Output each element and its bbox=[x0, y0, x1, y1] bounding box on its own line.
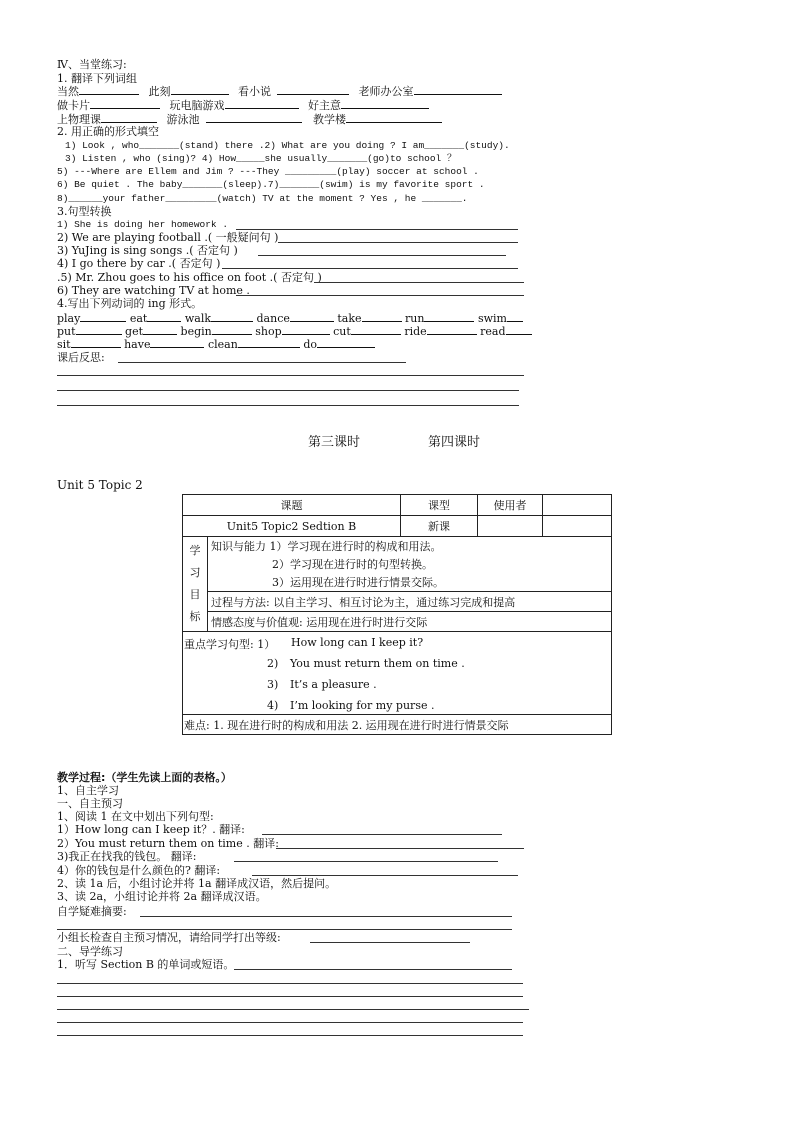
user-blank[interactable] bbox=[543, 495, 612, 516]
header-user: 使用者 bbox=[478, 495, 543, 516]
q1-title: 1. 翻译下列词组 bbox=[57, 72, 137, 85]
q3-line: 6) They are watching TV at home . bbox=[57, 284, 250, 297]
dictation-line[interactable] bbox=[234, 969, 512, 970]
q1-row1 bbox=[57, 84, 502, 98]
q4-row1: play eat walk dance take run swim bbox=[57, 311, 523, 325]
phrase-label: 游泳池 bbox=[166, 113, 200, 126]
answer-blank[interactable] bbox=[206, 112, 302, 123]
dictation-line[interactable] bbox=[57, 1009, 529, 1010]
dictation-line[interactable] bbox=[57, 1022, 523, 1023]
q3-line: 3) YuJing is sing songs .( 否定句 ) bbox=[57, 244, 238, 257]
answer-blank[interactable] bbox=[225, 98, 299, 109]
preview-p3: 3、读 2a，小组讨论并将 2a 翻译成汉语。 bbox=[57, 890, 267, 903]
q2-title: 2. 用正确的形式填空 bbox=[57, 125, 159, 138]
q4-row2: put get begin shop cut ride read bbox=[57, 324, 532, 338]
step-preview: 一、自主预习 bbox=[57, 797, 123, 810]
key-item: I’m looking for my purse . bbox=[290, 699, 435, 712]
phrase-label: 教学楼 bbox=[313, 113, 346, 126]
key-item: How long can I keep it? bbox=[291, 636, 424, 649]
q3-line: 2) We are playing football .( 一般疑问句 ) bbox=[57, 231, 279, 244]
preview-item: 1）How long can I keep it？. 翻译: bbox=[57, 823, 245, 836]
q4-row3: sit have clean do bbox=[57, 337, 375, 351]
answer-blank[interactable] bbox=[90, 98, 160, 109]
key-sentences: 重点学习句型: 1） How long can I keep it? 2) You must return them on time . 3) It’s a pleasure . 4) I’m looking for my purse . bbox=[183, 632, 612, 715]
grade-line[interactable] bbox=[310, 942, 470, 943]
q4-title: 4.写出下列动词的 ing 形式。 bbox=[57, 297, 203, 310]
key-label: 重点学习句型: bbox=[184, 638, 254, 651]
key-item: You must return them on time . bbox=[290, 657, 465, 670]
preview-p2: 2、读 1a 后，小组讨论并将 1a 翻译成汉语，然后提问。 bbox=[57, 877, 337, 890]
header-type: 课型 bbox=[401, 495, 478, 516]
answer-blank[interactable] bbox=[414, 84, 502, 95]
q1-row2 bbox=[57, 98, 429, 112]
process-title: 教学过程:（学生先读上面的表格。） bbox=[57, 771, 232, 784]
preview-item: 2）You must return them on time . 翻译: bbox=[57, 837, 279, 850]
dictation-line[interactable] bbox=[57, 1035, 523, 1036]
goal-emotion: 情感态度与价值观: 运用现在进行时进行交际 bbox=[208, 612, 612, 632]
difficulty: 难点: 1. 现在进行时的构成和用法 2. 运用现在进行时进行情景交际 bbox=[183, 715, 612, 735]
reflection-line[interactable] bbox=[57, 375, 524, 376]
step-guided: 二、导学练习 bbox=[57, 945, 123, 958]
q3-line: 4) I go there by car .( 否定句 ) bbox=[57, 257, 221, 270]
q2-line: 6) Be quiet . The baby_______(sleep).7)_______(swim) is my favorite sport . bbox=[57, 179, 485, 190]
answer-line[interactable] bbox=[276, 848, 524, 849]
goal-line: 3）运用现在进行时进行情景交际。 bbox=[208, 573, 612, 592]
answer-blank[interactable] bbox=[171, 84, 229, 95]
answer-blank[interactable] bbox=[277, 84, 349, 95]
reflection-line[interactable] bbox=[118, 362, 406, 363]
phrase-label: 此刻 bbox=[148, 85, 171, 98]
topic-value: Unit5 Topic2 Sedtion B bbox=[183, 516, 401, 537]
unit-title: Unit 5 Topic 2 bbox=[57, 478, 143, 492]
lesson-third: 第三课时 bbox=[308, 435, 361, 450]
q2-line: 5) ---Where are Ellem and Jim ? ---They _________(play) soccer at school . bbox=[57, 166, 479, 177]
phrase-label: 好主意 bbox=[308, 99, 341, 112]
preview-item: 3)我正在找我的钱包。 翻译: bbox=[57, 850, 197, 863]
grade-label: 小组长检查自主预习情况，请给同学打出等级: bbox=[57, 931, 281, 944]
dictation-item: 1．听写 Section B 的单词或短语。 bbox=[57, 958, 235, 971]
section-title: Ⅳ、当堂练习: bbox=[57, 58, 127, 71]
goal-line: 2）学习现在进行时的句型转换。 bbox=[208, 555, 612, 573]
answer-blank[interactable] bbox=[79, 84, 139, 95]
reflection-label: 课后反思: bbox=[57, 351, 105, 364]
user-value[interactable] bbox=[478, 516, 543, 537]
answer-line[interactable] bbox=[252, 875, 518, 876]
phrase-label: 玩电脑游戏 bbox=[169, 99, 225, 112]
preview-p1: 1、阅读 1 在文中划出下列句型: bbox=[57, 810, 214, 823]
dictation-line[interactable] bbox=[57, 996, 523, 997]
q3-line: .5) Mr. Zhou goes to his office on foot .( 否定句 ) bbox=[57, 271, 322, 284]
extra-cell[interactable] bbox=[543, 516, 612, 537]
lesson-plan-table bbox=[182, 494, 612, 735]
q2-line: 1) Look , who_______(stand) there .2) What are you doing ? I am_______(study). bbox=[65, 140, 510, 151]
phrase-label: 上物理课 bbox=[57, 113, 101, 126]
q2-line: 8)______your father_________(watch) TV at the moment ? Yes , he _______. bbox=[57, 193, 468, 204]
reflection-line[interactable] bbox=[57, 405, 519, 406]
header-topic: 课题 bbox=[183, 495, 401, 516]
summary-line[interactable] bbox=[140, 916, 512, 917]
goals-label: 学习 目标 bbox=[183, 537, 208, 632]
goal-line: 知识与能力 1）学习现在进行时的构成和用法。 bbox=[208, 537, 612, 556]
q1-row3 bbox=[57, 112, 442, 126]
phrase-label: 老师办公室 bbox=[358, 85, 414, 98]
answer-line[interactable] bbox=[234, 861, 498, 862]
phrase-label: 当然 bbox=[57, 85, 79, 98]
q2-line: 3) Listen , who (sing)? 4) How_____she usually_______(go)to school ？ bbox=[65, 153, 457, 164]
reflection-line[interactable] bbox=[57, 390, 519, 391]
answer-blank[interactable] bbox=[101, 112, 157, 123]
step-self-study: 1、自主学习 bbox=[57, 784, 119, 797]
summary-label: 自学疑难摘要: bbox=[57, 905, 127, 918]
phrase-label: 做卡片 bbox=[57, 99, 90, 112]
lesson-fourth: 第四课时 bbox=[428, 435, 481, 450]
key-item: It’s a pleasure . bbox=[290, 678, 377, 691]
q3-line: 1) She is doing her homework . bbox=[57, 219, 229, 230]
answer-line[interactable] bbox=[262, 834, 502, 835]
q3-title: 3.句型转换 bbox=[57, 205, 112, 218]
summary-line[interactable] bbox=[57, 929, 512, 930]
type-value: 新课 bbox=[401, 516, 478, 537]
dictation-line[interactable] bbox=[57, 983, 523, 984]
phrase-label: 看小说 bbox=[238, 85, 271, 98]
preview-item: 4）你的钱包是什么颜色的? 翻译: bbox=[57, 864, 221, 877]
goal-process: 过程与方法: 以自主学习、相互讨论为主，通过练习完成和提高 bbox=[208, 592, 612, 612]
answer-blank[interactable] bbox=[346, 112, 442, 123]
answer-blank[interactable] bbox=[341, 98, 429, 109]
